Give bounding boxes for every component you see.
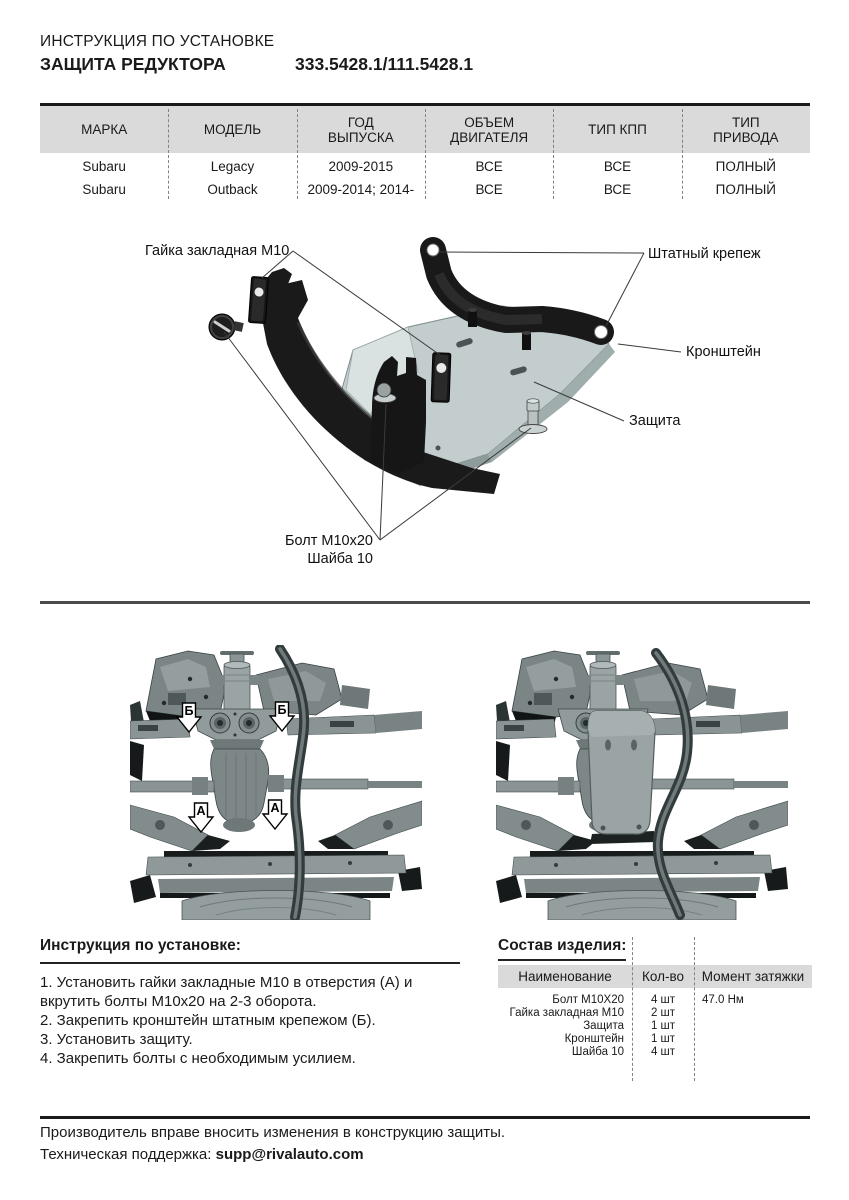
component-name: Гайка закладная М10 [509, 1007, 624, 1019]
installation-instructions [40, 937, 460, 1068]
component-qty: 4 шт [650, 1046, 676, 1058]
marker-letter-a: А [270, 801, 280, 815]
components-header-row [498, 965, 812, 988]
cell-year: 2009-2015 [328, 159, 394, 174]
support-contact [40, 1146, 364, 1163]
instruction-step: 3. Установить защиту. [40, 1031, 193, 1048]
fitment-table [40, 103, 810, 199]
bolt-side-view [209, 314, 244, 340]
components-heading: Состав изделия: [498, 937, 626, 961]
marker-letter-b: Б [184, 704, 194, 718]
components-table [498, 937, 812, 1059]
instructions-heading: Инструкция по установке: [40, 937, 241, 954]
support-email: supp@rivalauto.com [215, 1146, 364, 1163]
label-washer: Шайба 10 [307, 551, 373, 567]
column-separator [694, 937, 695, 1081]
support-label: Техническая поддержка: [40, 1146, 216, 1163]
components-rows [498, 988, 812, 1059]
col-header-engine: ОБЪЕМ ДВИГАТЕЛЯ [450, 114, 529, 145]
photo-mounting-points [130, 645, 422, 920]
component-torque [694, 1033, 812, 1046]
component-name: Защита [583, 1020, 624, 1032]
col-header-brand: МАРКА [81, 122, 128, 137]
cell-engine: ВСЕ [475, 181, 503, 197]
heading-rule [40, 962, 460, 964]
cell-brand: Subaru [82, 159, 126, 174]
label-factory-fastener: Штатный крепеж [648, 246, 761, 262]
column-separator [682, 109, 683, 199]
label-shield: Защита [629, 413, 681, 429]
undercarriage-render [130, 651, 422, 920]
cell-model: Outback [207, 181, 258, 197]
col-header-drive: ТИП ПРИВОДА [713, 114, 779, 145]
product-header [40, 54, 640, 75]
component-name: Кронштейн [564, 1033, 624, 1045]
col-header-torque: Момент затяжки [701, 969, 805, 984]
component-torque [694, 1007, 812, 1020]
component-torque [694, 1046, 812, 1059]
component-torque [694, 1020, 812, 1033]
column-separator [632, 937, 633, 1081]
cell-drive: ПОЛНЫЙ [715, 159, 776, 174]
label-rivet-nut: Гайка закладная М10 [145, 243, 290, 259]
marker-letter-b: Б [277, 703, 287, 717]
component-qty: 2 шт [650, 1007, 676, 1019]
rivet-nut-tab [248, 276, 268, 323]
parts-diagram [40, 222, 810, 580]
column-separator [297, 109, 298, 199]
cell-engine: ВСЕ [475, 159, 503, 174]
cell-year: 2009-2014; 2014- [307, 181, 415, 197]
footer-rule [40, 1116, 810, 1119]
marker-letter-a: А [196, 804, 206, 818]
label-bolt: Болт М10х20 [285, 533, 373, 549]
part-number: 333.5428.1/111.5428.1 [295, 54, 474, 74]
column-separator [168, 109, 169, 199]
stud [468, 310, 477, 327]
label-bracket: Кронштейн [686, 344, 761, 360]
component-qty: 1 шт [650, 1020, 676, 1032]
col-header-year: ГОД ВЫПУСКА [327, 114, 394, 145]
instruction-step: 1. Установить гайки закладные М10 в отверстия (А) и вкрутить болты М10х20 на 2-3 оборота. [40, 974, 413, 1010]
cell-brand: Subaru [82, 181, 126, 197]
cell-model: Legacy [210, 159, 255, 174]
manufacturer-disclaimer: Производитель вправе вносить изменения в конструкцию защиты. [40, 1124, 506, 1141]
col-header-name: Наименование [518, 969, 612, 984]
cell-gearbox: ВСЕ [603, 159, 632, 174]
column-separator [553, 109, 554, 199]
product-title: ЗАЩИТА РЕДУКТОРА [40, 54, 226, 74]
component-qty: 4 шт [650, 994, 676, 1006]
bolt-head [377, 383, 391, 397]
component-qty: 1 шт [650, 1033, 676, 1045]
stud [522, 333, 531, 350]
column-separator [425, 109, 426, 199]
cell-drive: ПОЛНЫЙ [715, 181, 776, 197]
instruction-step: 2. Закрепить кронштейн штатным крепежом (Б). [40, 1012, 376, 1029]
col-header-qty: Кол-во [642, 969, 684, 984]
section-divider [40, 601, 810, 604]
component-torque: 47.0 Нм [702, 994, 744, 1006]
component-name: Болт М10Х20 [552, 994, 624, 1006]
col-header-model: МОДЕЛЬ [203, 122, 262, 137]
component-name: Шайба 10 [571, 1046, 624, 1058]
cell-gearbox: ВСЕ [603, 181, 632, 197]
document-type-title: ИНСТРУКЦИЯ ПО УСТАНОВКЕ [40, 33, 275, 50]
photo-shield-installed [496, 645, 788, 920]
rivet-nut-tab [431, 353, 451, 403]
col-header-gearbox: ТИП КПП [588, 122, 647, 137]
instruction-step: 4. Закрепить болты с необходимым усилием. [40, 1050, 356, 1067]
installed-shield-plate [588, 711, 656, 844]
